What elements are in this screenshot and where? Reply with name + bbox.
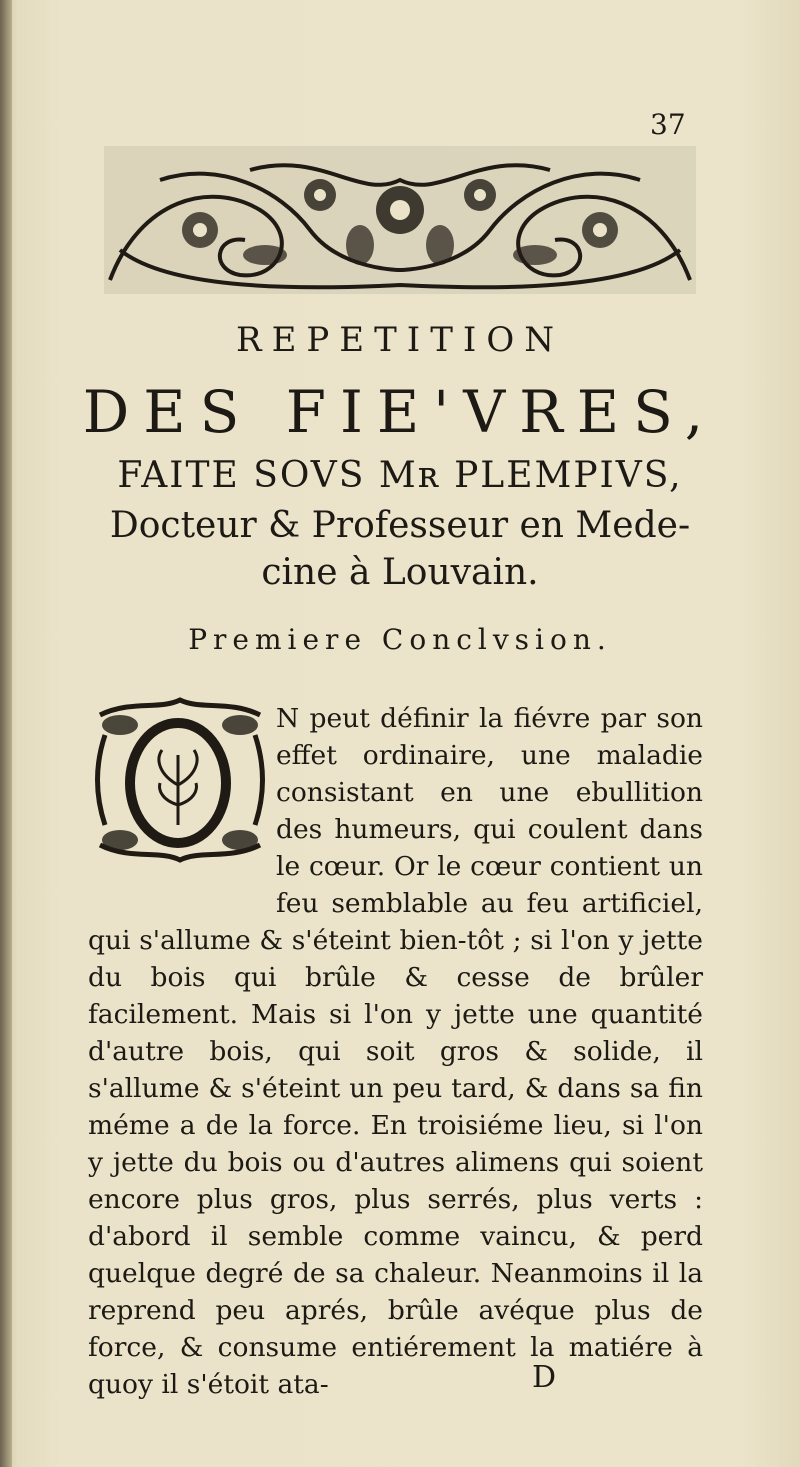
body-text: N peut définir la fiévre par son effet ordinaire, une maladie consistant en une ebullition des humeurs, qui coulent dans le cœur. Or le cœur contient un feu semblable au feu artificiel, qui s'allume & s'éteint bien-tôt ; si l'on y jette du bois qui brûle & cesse de brûler facilement. Mais si l'on y jette une quantité d'autre bois, qui soit gros & solide, il s'allume & s'éteint un peu tard, & dans sa fin méme a de la force. En troisiéme lieu, si l'on y jette du bois ou d'autres alimens qui soient encore plus gros, plus serrés, plus verts : d'abord il semble comme vaincu, & perd quelque degré de sa chaleur. Neanmoins il la reprend peu aprés, brûle avéque plus de force, & consume entiérement la matiére à quoy il s'étoit ata- — [88, 703, 703, 1400]
title-repetition: REPETITION — [236, 320, 564, 360]
section-heading: Premiere Conclvsion. — [188, 623, 612, 656]
title-des-fievres: DES FIE'VRES, — [82, 378, 718, 446]
drop-cap-letter: O — [177, 795, 179, 796]
catchword: D — [532, 1360, 557, 1395]
title-docteur: Docteur & Professeur en Mede- — [109, 505, 691, 546]
page-number: 37 — [650, 108, 686, 141]
page-gutter — [0, 0, 12, 1467]
title-louvain: cine à Louvain. — [261, 552, 539, 593]
body-paragraph — [88, 700, 703, 1403]
floral-headpiece-ornament — [100, 140, 700, 300]
title-faite-sous: FAITE SOVS Mʀ PLEMPIVS, — [117, 455, 683, 496]
